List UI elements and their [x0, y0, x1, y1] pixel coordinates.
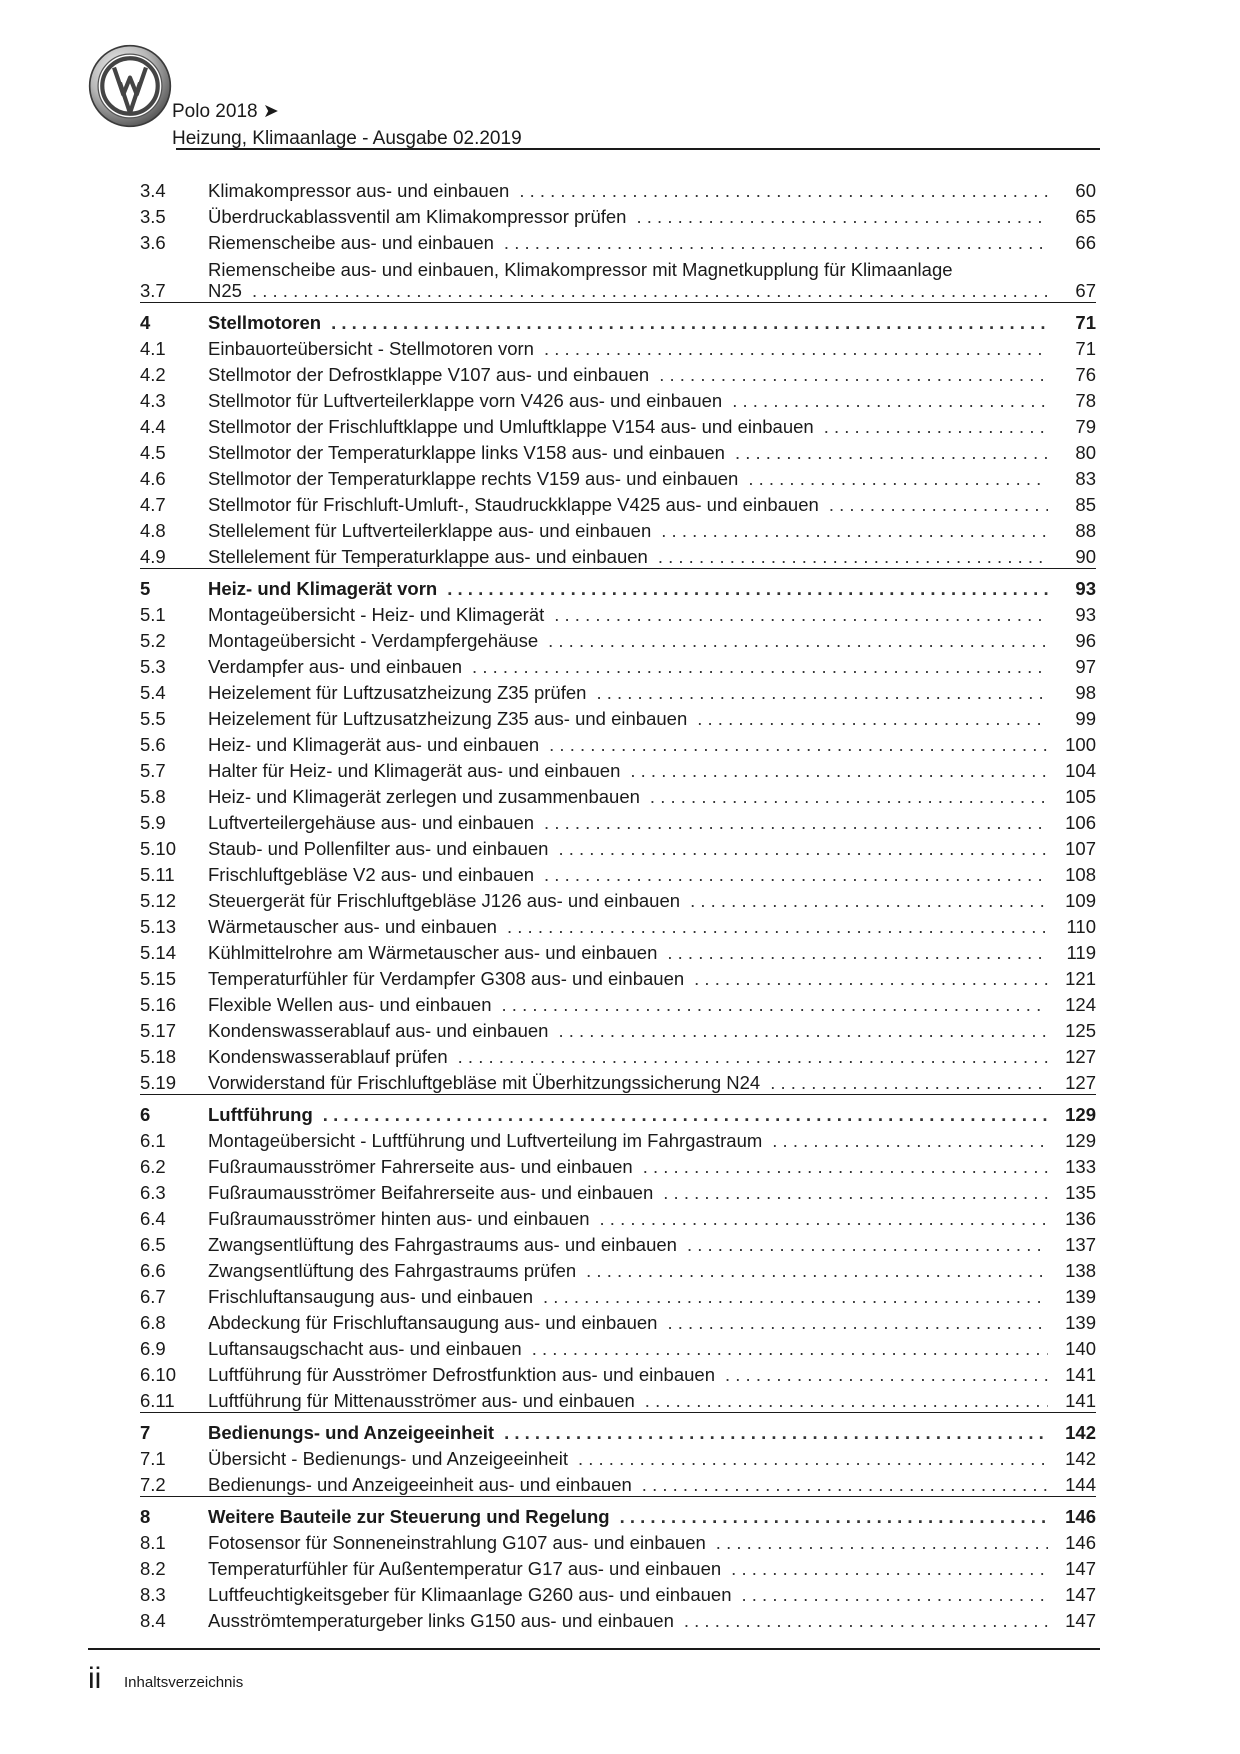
toc-number: 6.8	[140, 1312, 166, 1333]
toc-title: Luftfeuchtigkeitsgeber für Klimaanlage G260 aus- und einbauen	[208, 1584, 732, 1605]
toc-title: Zwangsentlüftung des Fahrgastraums aus- und einbauen	[208, 1234, 677, 1255]
toc-title: Luftführung für Mittenausströmer aus- und einbauen	[208, 1390, 635, 1411]
toc-entry-row[interactable]	[140, 1204, 1096, 1230]
toc-entry-row[interactable]	[140, 1178, 1096, 1204]
dot-leader	[554, 604, 1048, 625]
toc-number: 5.2	[140, 630, 166, 651]
toc-entry-row[interactable]	[140, 202, 1096, 228]
toc-number: 5.9	[140, 812, 166, 833]
toc-number: 7.2	[140, 1474, 166, 1495]
toc-title: Weitere Bauteile zur Steuerung und Regelung	[208, 1506, 610, 1527]
toc-page-number: 129	[1065, 1130, 1096, 1151]
toc-number: 8.2	[140, 1558, 166, 1579]
toc-number: 3.5	[140, 206, 166, 227]
toc-page-number: 78	[1075, 390, 1096, 411]
dot-leader	[548, 630, 1048, 651]
toc-number: 4.2	[140, 364, 166, 385]
toc-title: Ausströmtemperaturgeber links G150 aus- und einbauen	[208, 1610, 674, 1631]
toc-number: 8	[140, 1506, 151, 1527]
dot-leader	[725, 1364, 1048, 1385]
dot-leader	[667, 1312, 1048, 1333]
dot-leader	[650, 786, 1048, 807]
toc-entry-row[interactable]	[140, 678, 1096, 704]
dot-leader	[458, 1046, 1048, 1067]
dot-leader	[697, 708, 1048, 729]
toc-entry-row[interactable]	[140, 1360, 1096, 1386]
toc-number: 5.5	[140, 708, 166, 729]
toc-entry-row[interactable]	[140, 334, 1096, 360]
toc-number: 5.12	[140, 890, 177, 911]
toc-title: Heiz- und Klimagerät aus- und einbauen	[208, 734, 540, 755]
toc-entry-row[interactable]	[140, 1470, 1096, 1496]
toc-page-number: 85	[1075, 494, 1096, 515]
footer-page-number: ii	[88, 1662, 102, 1695]
toc-entry-row[interactable]	[140, 1282, 1096, 1308]
toc-page-number: 67	[1075, 280, 1096, 301]
toc-entry-row[interactable]	[140, 1444, 1096, 1470]
toc-number: 6	[140, 1104, 151, 1125]
toc-number: 5.4	[140, 682, 166, 703]
toc-number: 6.10	[140, 1364, 177, 1385]
toc-page-number: 124	[1065, 994, 1096, 1015]
toc-number: 6.11	[140, 1390, 175, 1411]
toc-title: Stellmotor der Temperaturklappe links V158 aus- und einbauen	[208, 442, 725, 463]
toc-page-number: 140	[1065, 1338, 1096, 1359]
toc-number: 5.11	[140, 864, 175, 885]
toc-page-number: 147	[1065, 1584, 1096, 1605]
toc-entry-row[interactable]	[140, 1386, 1096, 1412]
toc-page-number: 109	[1065, 890, 1096, 911]
dot-leader	[684, 1610, 1048, 1631]
dot-leader	[732, 390, 1048, 411]
toc-title: Luftansaugschacht aus- und einbauen	[208, 1338, 522, 1359]
toc-entry-row[interactable]	[140, 938, 1096, 964]
toc-number: 6.3	[140, 1182, 166, 1203]
table-of-contents	[140, 176, 1096, 1632]
toc-title: Staub- und Pollenfilter aus- und einbauen	[208, 838, 549, 859]
toc-title: Temperaturfühler für Verdampfer G308 aus- und einbauen	[208, 968, 685, 989]
toc-entry-row[interactable]	[140, 228, 1096, 254]
toc-number: 5.13	[140, 916, 177, 937]
toc-number: 4.5	[140, 442, 166, 463]
toc-page-number: 141	[1065, 1390, 1096, 1411]
dot-leader	[543, 1286, 1048, 1307]
toc-page-number: 79	[1075, 416, 1096, 437]
toc-page-number: 146	[1065, 1506, 1096, 1527]
toc-number: 5.17	[140, 1020, 177, 1041]
toc-entry-row[interactable]	[140, 438, 1096, 464]
toc-entry-row[interactable]	[140, 464, 1096, 490]
toc-entry-row[interactable]	[140, 1554, 1096, 1580]
dot-leader	[731, 1558, 1048, 1579]
toc-title: Heizelement für Luftzusatzheizung Z35 aus- und einbauen	[208, 708, 688, 729]
toc-entry-row[interactable]	[140, 412, 1096, 438]
dot-leader	[770, 1072, 1048, 1093]
toc-page-number: 142	[1065, 1448, 1096, 1469]
dot-leader	[636, 206, 1048, 227]
dot-leader	[596, 682, 1048, 703]
toc-title: Kondenswasserablauf prüfen	[208, 1046, 448, 1067]
toc-title: Luftverteilergehäuse aus- und einbauen	[208, 812, 535, 833]
header-rule	[176, 148, 1100, 150]
toc-number: 6.6	[140, 1260, 166, 1281]
toc-title: Verdampfer aus- und einbauen	[208, 656, 463, 677]
toc-entry-row[interactable]	[140, 886, 1096, 912]
toc-entry-row[interactable]	[140, 990, 1096, 1016]
toc-page-number: 93	[1075, 604, 1096, 625]
toc-entry-row[interactable]	[140, 1230, 1096, 1256]
toc-page-number: 80	[1075, 442, 1096, 463]
toc-number: 4.9	[140, 546, 166, 567]
toc-page-number: 90	[1075, 546, 1096, 567]
toc-title: Frischluftansaugung aus- und einbauen	[208, 1286, 534, 1307]
toc-page-number: 136	[1065, 1208, 1096, 1229]
toc-number: 4.1	[140, 338, 166, 359]
toc-number: 3.4	[140, 180, 166, 201]
toc-number: 5.18	[140, 1046, 177, 1067]
dot-leader	[544, 338, 1048, 359]
dot-leader	[824, 416, 1048, 437]
toc-entry-row[interactable]	[140, 176, 1096, 202]
dot-leader	[659, 364, 1048, 385]
toc-entry-row[interactable]	[140, 600, 1096, 626]
toc-chapter-row[interactable]	[140, 568, 1096, 600]
toc-title: Heizelement für Luftzusatzheizung Z35 prüfen	[208, 682, 587, 703]
toc-entry-row[interactable]	[140, 704, 1096, 730]
toc-number: 8.1	[140, 1532, 166, 1553]
toc-page-number: 139	[1065, 1312, 1096, 1333]
toc-title: Stellmotor für Frischluft-Umluft-, Staudruckklappe V425 aus- und einbauen	[208, 494, 819, 515]
toc-number: 3.6	[140, 232, 166, 253]
toc-page-number: 141	[1065, 1364, 1096, 1385]
toc-entry-row[interactable]	[140, 782, 1096, 808]
toc-number: 4.7	[140, 494, 166, 515]
toc-entry-row[interactable]	[140, 1528, 1096, 1554]
toc-title: Montageübersicht - Heiz- und Klimagerät	[208, 604, 545, 625]
toc-page-number: 97	[1075, 656, 1096, 677]
page-header	[88, 40, 1100, 148]
dot-leader	[716, 1532, 1048, 1553]
dot-leader	[504, 1422, 1048, 1443]
toc-title: Heiz- und Klimagerät vorn	[208, 578, 438, 599]
toc-title: Fußraumausströmer hinten aus- und einbauen	[208, 1208, 590, 1229]
toc-entry-row[interactable]	[140, 626, 1096, 652]
toc-entry-row[interactable]	[140, 490, 1096, 516]
dot-leader	[558, 1020, 1048, 1041]
dot-leader	[620, 1506, 1048, 1527]
toc-page-number: 138	[1065, 1260, 1096, 1281]
toc-entry-row[interactable]	[140, 360, 1096, 386]
toc-title: Luftführung für Ausströmer Defrostfunktion aus- und einbauen	[208, 1364, 715, 1385]
toc-page-number: 127	[1065, 1072, 1096, 1093]
dot-leader	[690, 890, 1048, 911]
toc-page-number: 119	[1066, 942, 1096, 963]
toc-number: 4.6	[140, 468, 166, 489]
toc-number: 4.4	[140, 416, 166, 437]
toc-page-number: 146	[1065, 1532, 1096, 1553]
toc-page-number: 125	[1065, 1020, 1096, 1041]
toc-title: Halter für Heiz- und Klimagerät aus- und einbauen	[208, 760, 621, 781]
toc-entry-row[interactable]	[140, 1126, 1096, 1152]
toc-page-number: 127	[1065, 1046, 1096, 1067]
toc-title: Heiz- und Klimagerät zerlegen und zusammenbauen	[208, 786, 640, 807]
toc-entry-row[interactable]	[140, 1042, 1096, 1068]
toc-title: Steuergerät für Frischluftgebläse J126 aus- und einbauen	[208, 890, 681, 911]
toc-page-number: 88	[1075, 520, 1096, 541]
toc-entry-row[interactable]	[140, 860, 1096, 886]
toc-page-number: 96	[1075, 630, 1096, 651]
toc-title: Stellmotor der Frischluftklappe und Umluftklappe V154 aus- und einbauen	[208, 416, 814, 437]
toc-number: 5.6	[140, 734, 166, 755]
toc-title: Stellmotor der Defrostklappe V107 aus- und einbauen	[208, 364, 650, 385]
toc-entry-row[interactable]	[140, 1580, 1096, 1606]
toc-number: 5	[140, 578, 151, 599]
toc-title: Kondenswasserablauf aus- und einbauen	[208, 1020, 549, 1041]
dot-leader	[694, 968, 1048, 989]
toc-title: Riemenscheibe aus- und einbauen	[208, 232, 494, 253]
toc-title: Zwangsentlüftung des Fahrgastraums prüfen	[208, 1260, 577, 1281]
dot-leader	[519, 180, 1048, 201]
toc-page-number: 71	[1075, 338, 1096, 359]
toc-title: Montageübersicht - Verdampfergehäuse	[208, 630, 539, 651]
toc-entry-row[interactable]	[140, 808, 1096, 834]
toc-number: 6.5	[140, 1234, 166, 1255]
toc-page-number: 142	[1065, 1422, 1096, 1443]
vw-logo-icon	[88, 44, 172, 128]
toc-number: 6.9	[140, 1338, 166, 1359]
dot-leader	[447, 578, 1048, 599]
toc-number: 6.7	[140, 1286, 166, 1307]
toc-page-number: 135	[1065, 1182, 1096, 1203]
toc-title-continuation: N25	[208, 280, 242, 301]
dot-leader	[502, 994, 1048, 1015]
toc-title: Stellelement für Temperaturklappe aus- und einbauen	[208, 546, 648, 567]
dot-leader	[586, 1260, 1048, 1281]
footer-section-title: Inhaltsverzeichnis	[124, 1674, 244, 1691]
toc-page-number: 147	[1065, 1610, 1096, 1631]
toc-chapter-row[interactable]	[140, 302, 1096, 334]
toc-number: 7	[140, 1422, 151, 1443]
toc-number: 3.7	[140, 280, 166, 301]
toc-entry-row[interactable]	[140, 386, 1096, 412]
toc-entry-row[interactable]	[140, 964, 1096, 990]
dot-leader	[661, 520, 1048, 541]
toc-page-number: 100	[1065, 734, 1096, 755]
dot-leader	[643, 1156, 1048, 1177]
toc-number: 4.8	[140, 520, 166, 541]
toc-page-number: 71	[1075, 312, 1096, 333]
toc-entry-row[interactable]	[140, 542, 1096, 568]
toc-entry-row[interactable]	[140, 1256, 1096, 1282]
toc-title: Bedienungs- und Anzeigeeinheit	[208, 1422, 495, 1443]
dot-leader	[658, 546, 1048, 567]
toc-title: Flexible Wellen aus- und einbauen	[208, 994, 492, 1015]
toc-number: 6.2	[140, 1156, 166, 1177]
toc-title: Bedienungs- und Anzeigeeinheit aus- und einbauen	[208, 1474, 632, 1495]
toc-chapter-row[interactable]	[140, 1094, 1096, 1126]
toc-page-number: 104	[1065, 760, 1096, 781]
toc-page-number: 147	[1065, 1558, 1096, 1579]
toc-entry-row[interactable]	[140, 516, 1096, 542]
toc-number: 8.4	[140, 1610, 166, 1631]
toc-page-number: 139	[1065, 1286, 1096, 1307]
toc-title: Luftführung	[208, 1104, 313, 1125]
dot-leader	[667, 942, 1048, 963]
toc-number: 5.8	[140, 786, 166, 807]
toc-chapter-row[interactable]	[140, 1496, 1096, 1528]
toc-page-number: 60	[1075, 180, 1096, 201]
toc-title: Vorwiderstand für Frischluftgebläse mit Überhitzungssicherung N24	[208, 1072, 761, 1093]
dot-leader	[504, 232, 1048, 253]
header-model: Polo 2018 ➤	[172, 101, 279, 122]
toc-title: Temperaturfühler für Außentemperatur G17 aus- und einbauen	[208, 1558, 722, 1579]
toc-title: Abdeckung für Frischluftansaugung aus- und einbauen	[208, 1312, 658, 1333]
toc-chapter-row[interactable]	[140, 1412, 1096, 1444]
toc-page-number: 137	[1065, 1234, 1096, 1255]
dot-leader	[472, 656, 1048, 677]
footer-rule	[88, 1648, 1100, 1650]
dot-leader	[687, 1234, 1048, 1255]
dot-leader	[600, 1208, 1048, 1229]
toc-title: Stellmotor für Luftverteilerklappe vorn V426 aus- und einbauen	[208, 390, 723, 411]
toc-page-number: 144	[1065, 1474, 1096, 1495]
toc-title: Frischluftgebläse V2 aus- und einbauen	[208, 864, 535, 885]
toc-entry-row[interactable]	[140, 254, 1096, 302]
toc-title: Überdruckablassventil am Klimakompressor prüfen	[208, 206, 627, 227]
toc-title: Stellelement für Luftverteilerklappe aus- und einbauen	[208, 520, 652, 541]
toc-number: 5.7	[140, 760, 166, 781]
toc-entry-row[interactable]	[140, 834, 1096, 860]
header-manual-title: Heizung, Klimaanlage - Ausgabe 02.2019	[172, 128, 522, 149]
dot-leader	[532, 1338, 1048, 1359]
toc-entry-row[interactable]	[140, 1152, 1096, 1178]
dot-leader	[645, 1390, 1048, 1411]
toc-page-number: 129	[1065, 1104, 1096, 1125]
toc-entry-row[interactable]	[140, 1308, 1096, 1334]
toc-number: 5.3	[140, 656, 166, 677]
toc-number: 5.15	[140, 968, 177, 989]
toc-number: 5.10	[140, 838, 177, 859]
toc-title: Fußraumausströmer Fahrerseite aus- und einbauen	[208, 1156, 633, 1177]
toc-title: Fußraumausströmer Beifahrerseite aus- und einbauen	[208, 1182, 654, 1203]
toc-page-number: 133	[1065, 1156, 1096, 1177]
toc-entry-row[interactable]	[140, 1606, 1096, 1632]
toc-title: Stellmotoren	[208, 312, 322, 333]
toc-title: Stellmotor der Temperaturklappe rechts V159 aus- und einbauen	[208, 468, 739, 489]
toc-title: Einbauorteübersicht - Stellmotoren vorn	[208, 338, 534, 359]
toc-entry-row[interactable]	[140, 1334, 1096, 1360]
toc-title: Klimakompressor aus- und einbauen	[208, 180, 510, 201]
toc-title: Kühlmittelrohre am Wärmetauscher aus- und einbauen	[208, 942, 658, 963]
toc-number: 6.1	[140, 1130, 166, 1151]
dot-leader	[578, 1448, 1048, 1469]
dot-leader	[630, 760, 1048, 781]
toc-page-number: 93	[1075, 578, 1096, 599]
dot-leader	[642, 1474, 1048, 1495]
toc-number: 5.1	[140, 604, 166, 625]
toc-entry-row[interactable]	[140, 756, 1096, 782]
toc-page-number: 121	[1065, 968, 1096, 989]
toc-title: Übersicht - Bedienungs- und Anzeigeeinheit	[208, 1448, 568, 1469]
toc-page-number: 108	[1065, 864, 1096, 885]
toc-page-number: 106	[1065, 812, 1096, 833]
dot-leader	[829, 494, 1048, 515]
dot-leader	[558, 838, 1048, 859]
dot-leader	[742, 1584, 1049, 1605]
toc-page-number: 66	[1075, 232, 1096, 253]
toc-page-number: 98	[1075, 682, 1096, 703]
toc-page-number: 65	[1075, 206, 1096, 227]
toc-title: Fotosensor für Sonneneinstrahlung G107 aus- und einbauen	[208, 1532, 706, 1553]
toc-number: 5.16	[140, 994, 177, 1015]
toc-title: Wärmetauscher aus- und einbauen	[208, 916, 497, 937]
toc-number: 5.14	[140, 942, 177, 963]
toc-entry-row[interactable]	[140, 1068, 1096, 1094]
toc-page-number: 83	[1075, 468, 1096, 489]
toc-number: 5.19	[140, 1072, 177, 1093]
dot-leader	[735, 442, 1048, 463]
toc-title: Riemenscheibe aus- und einbauen, Klimakompressor mit Magnetkupplung für Klimaanlage	[208, 259, 953, 280]
toc-entry-row[interactable]	[140, 912, 1096, 938]
toc-number: 4.3	[140, 390, 166, 411]
dot-leader	[507, 916, 1048, 937]
dot-leader	[323, 1104, 1048, 1125]
toc-page-number: 110	[1066, 916, 1096, 937]
dot-leader	[252, 280, 1048, 301]
dot-leader	[544, 864, 1048, 885]
toc-number: 6.4	[140, 1208, 166, 1229]
dot-leader	[663, 1182, 1048, 1203]
toc-entry-row[interactable]	[140, 1016, 1096, 1042]
dot-leader	[331, 312, 1048, 333]
toc-page-number: 107	[1065, 838, 1096, 859]
dot-leader	[544, 812, 1048, 833]
toc-title: Montageübersicht - Luftführung und Luftverteilung im Fahrgastraum	[208, 1130, 763, 1151]
toc-number: 4	[140, 312, 151, 333]
toc-page-number: 99	[1075, 708, 1096, 729]
dot-leader	[748, 468, 1048, 489]
toc-entry-row[interactable]	[140, 652, 1096, 678]
toc-page-number: 105	[1065, 786, 1096, 807]
toc-number: 7.1	[140, 1448, 166, 1469]
toc-number: 8.3	[140, 1584, 166, 1605]
toc-page-number: 76	[1075, 364, 1096, 385]
dot-leader	[772, 1130, 1048, 1151]
dot-leader	[549, 734, 1048, 755]
toc-entry-row[interactable]	[140, 730, 1096, 756]
